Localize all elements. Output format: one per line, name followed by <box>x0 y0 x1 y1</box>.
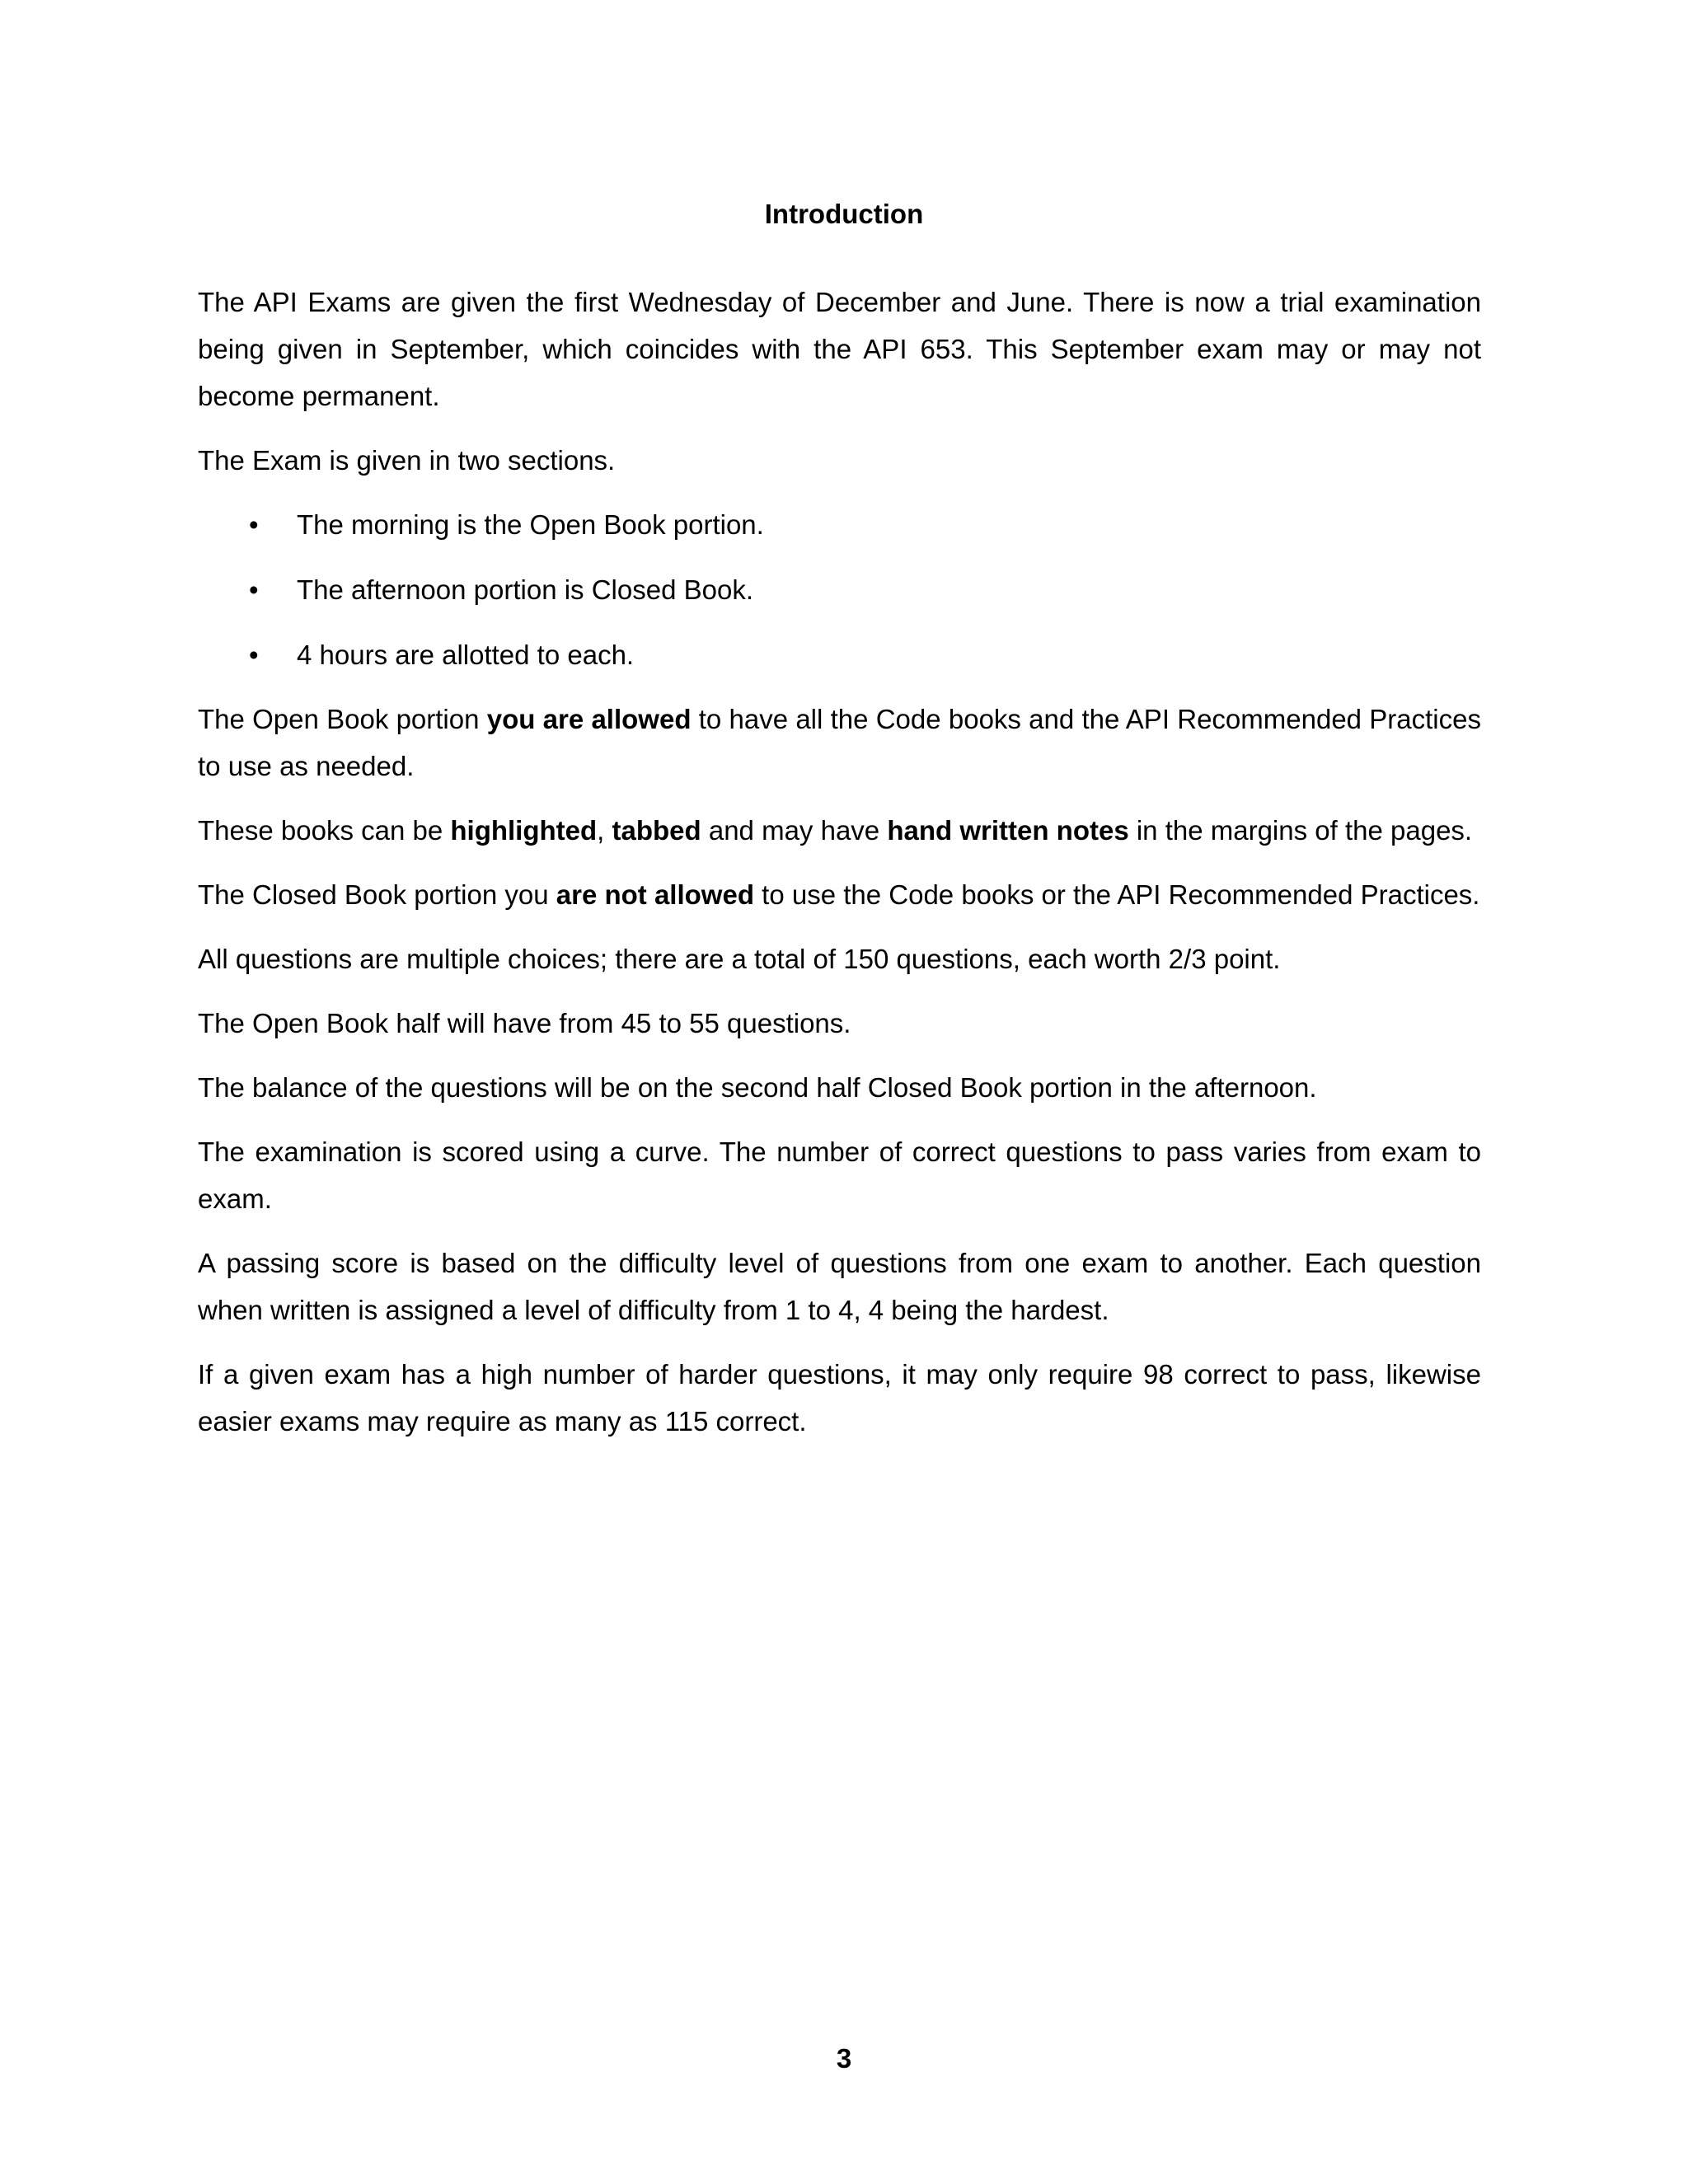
document-body <box>198 279 1481 1462</box>
bold-run: highlighted <box>450 815 598 846</box>
list-item-text: 4 hours are allotted to each. <box>297 640 635 670</box>
list-item-text: The afternoon portion is Closed Book. <box>297 574 753 605</box>
bold-run: hand written notes <box>887 815 1129 846</box>
text-run: to use the Code books or the API Recommended Practices. <box>753 879 1480 910</box>
page-number: 3 <box>836 2043 852 2074</box>
exam-sections-list <box>198 501 1481 678</box>
text-run: in the margins of the pages. <box>1128 815 1473 846</box>
text-run: The Open Book portion <box>198 704 487 734</box>
text-run: and may have <box>701 815 888 846</box>
paragraph-closed-book-questions: The balance of the questions will be on the second half Closed Book portion in the afternoon. <box>198 1072 1317 1103</box>
list-item-text: The morning is the Open Book portion. <box>297 509 764 540</box>
paragraph-open-book <box>198 696 1481 790</box>
paragraph-exam-sections: The Exam is given in two sections. <box>198 445 616 476</box>
paragraph-passing-range: If a given exam has a high number of harder questions, it may only require 98 correct to pass, likewise easier exams may require as many as 115 correct. <box>198 1359 1481 1436</box>
paragraph-exam-schedule: The API Exams are given the first Wednesday of December and June. There is now a trial examination being given in September, which coincides with the API 653. This September exam may or may not become permanent. <box>198 287 1481 411</box>
bullet-icon: • <box>249 509 259 540</box>
paragraph-scoring: The examination is scored using a curve. The number of correct questions to pass varies from exam to exam. <box>198 1137 1481 1214</box>
text-run: to have all the Code books and the API Recommended Practices to use as needed. <box>198 704 1481 781</box>
page-title: Introduction <box>764 199 924 229</box>
text-run: , <box>597 815 612 846</box>
bold-run: are not allowed <box>556 879 754 910</box>
text-run: The Closed Book portion you <box>198 879 556 910</box>
paragraph-book-markings <box>198 807 1481 854</box>
text-run: These books can be <box>198 815 451 846</box>
list-item <box>198 631 1481 678</box>
bold-run: tabbed <box>612 815 701 846</box>
paragraph-closed-book <box>198 871 1481 918</box>
bold-run: you are allowed <box>486 704 692 734</box>
paragraph-difficulty: A passing score is based on the difficulty level of questions from one exam to another. Each question when written is assigned a level of difficulty from 1 to 4, 4 being the hardest. <box>198 1248 1481 1325</box>
list-item <box>198 566 1481 613</box>
list-item <box>198 501 1481 548</box>
paragraph-question-count: All questions are multiple choices; there are a total of 150 questions, each worth 2/3 point. <box>198 944 1281 974</box>
bullet-icon: • <box>249 574 259 605</box>
bullet-icon: • <box>249 640 259 670</box>
paragraph-open-book-questions: The Open Book half will have from 45 to 55 questions. <box>198 1008 851 1038</box>
